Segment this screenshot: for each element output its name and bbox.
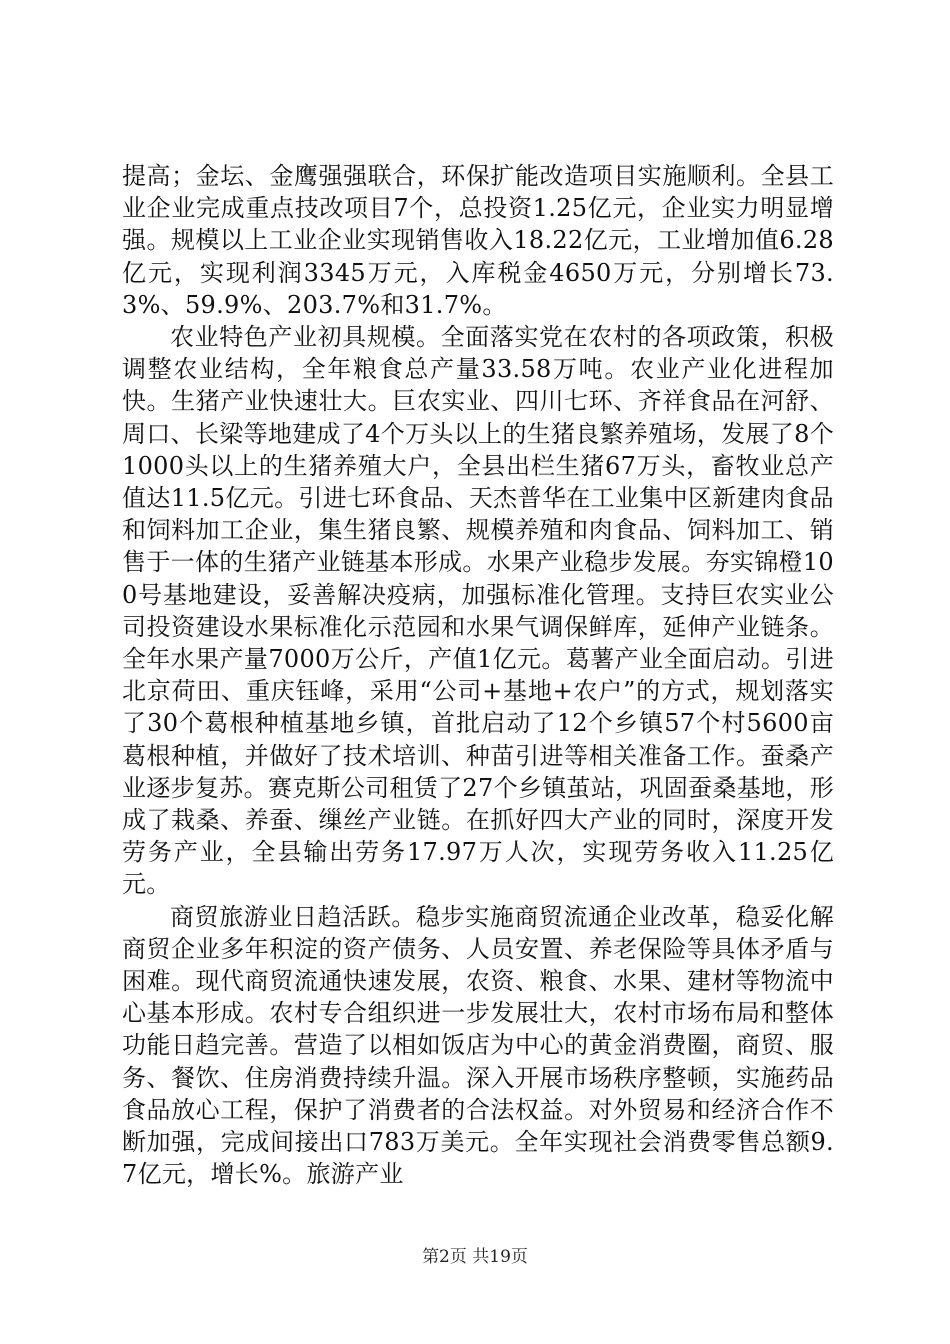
paragraph-industry-continued: 提高；金坛、金鹰强强联合，环保扩能改造项目实施顺利。全县工业企业完成重点技改项目7个，总投资1.25亿元，企业实力明显增强。规模以上工业企业实现销售收入18.22亿元，工业增加值6.28亿元，实现利润3345万元，入库税金4650万元，分别增长73.3%、59.9%、203.7%和31.7%。 [122, 162, 834, 319]
document-body [122, 160, 834, 1191]
page-number-label: 第2页 共19页 [422, 1247, 528, 1267]
paragraph-agriculture: 农业特色产业初具规模。全面落实党在农村的各项政策，积极调整农业结构，全年粮食总产量33.58万吨。农业产业化进程加快。生猪产业快速壮大。巨农实业、四川七环、齐祥食品在河舒、周口、长梁等地建成了4个万头以上的生猪良繁养殖场，发展了8个1000头以上的生猪养殖大户，全县出栏生猪67万头，畜牧业总产值达11.5亿元。引进七环食品、天杰普华在工业集中区新建肉食品和饲料加工企业，集生猪良繁、规模养殖和肉食品、饲料加工、销售于一体的生猪产业链基本形成。水果产业稳步发展。夯实锦橙100号基地建设，妥善解决疫病，加强标准化管理。支持巨农实业公司投资建设水果标准化示范园和水果气调保鲜库，延伸产业链条。全年水果产量7000万公斤，产值1亿元。葛薯产业全面启动。引进北京荷田、重庆钰峰，采用“公司+基地+农户”的方式，规划落实了30个葛根种植基地乡镇，首批启动了12个乡镇57个村5600亩葛根种植，并做好了技术培训、种苗引进等相关准备工作。蚕桑产业逐步复苏。赛克斯公司租赁了27个乡镇茧站，巩固蚕桑基地，形成了栽桑、养蚕、缫丝产业链。在抓好四大产业的同时，深度开发劳务产业，全县输出劳务17.97万人次，实现劳务收入11.25亿元。 [122, 323, 834, 899]
paragraph-commerce-tourism: 商贸旅游业日趋活跃。稳步实施商贸流通企业改革，稳妥化解商贸企业多年积淀的资产债务、人员安置、养老保险等具体矛盾与困难。现代商贸流通快速发展，农资、粮食、水果、建材等物流中心基本形成。农村专合组织进一步发展壮大，农村市场布局和整体功能日趋完善。营造了以相如饭店为中心的黄金消费圈，商贸、服务、餐饮、住房消费持续升温。深入开展市场秩序整顿，实施药品食品放心工程，保护了消费者的合法权益。对外贸易和经济合作不断加强，完成间接出口783万美元。全年实现社会消费零售总额9.7亿元，增长%。旅游产业 [122, 902, 834, 1189]
page-footer [0, 1242, 950, 1267]
